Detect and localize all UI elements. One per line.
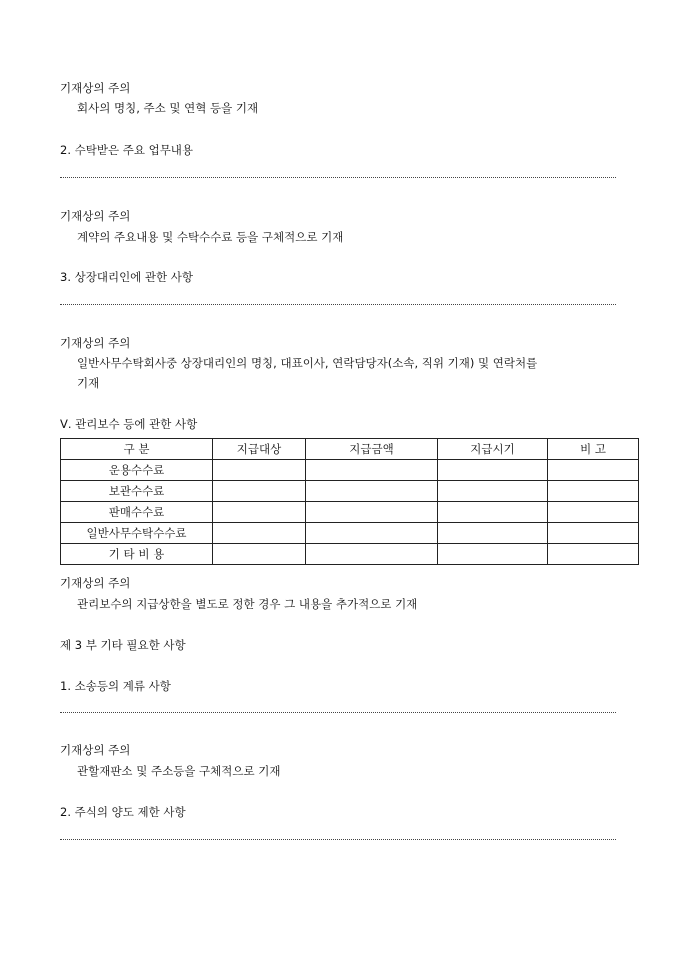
table-cell bbox=[548, 523, 639, 544]
item-heading: 2. 수탁받은 주요 업무내용 bbox=[60, 143, 194, 157]
item-heading: 3. 상장대리인에 관한 사항 bbox=[60, 270, 194, 284]
caution-title: 기재상의 주의 bbox=[60, 209, 131, 223]
row-label: 보관수수료 bbox=[61, 481, 213, 502]
table-cell bbox=[548, 481, 639, 502]
part-heading: 제 3 부 기타 필요한 사항 bbox=[60, 638, 186, 652]
row-label: 운용수수료 bbox=[61, 460, 213, 481]
table-cell bbox=[213, 481, 306, 502]
table-cell bbox=[438, 544, 548, 565]
item-heading: 1. 소송등의 계류 사항 bbox=[60, 679, 171, 693]
caution-body: 일반사무수탁회사중 상장대리인의 명칭, 대표이사, 연락담당자(소속, 직위 기재) 및 연락처를 bbox=[77, 356, 538, 370]
table-row bbox=[61, 502, 639, 523]
table-cell bbox=[213, 502, 306, 523]
dotted-fill-line bbox=[60, 304, 616, 305]
header-cell: 구 분 bbox=[61, 439, 213, 460]
table-cell bbox=[306, 502, 438, 523]
header-cell: 지급금액 bbox=[306, 439, 438, 460]
table-cell bbox=[306, 481, 438, 502]
table-cell bbox=[548, 502, 639, 523]
fee-table bbox=[60, 438, 639, 565]
table-cell bbox=[306, 544, 438, 565]
table-row bbox=[61, 544, 639, 565]
caution-title: 기재상의 주의 bbox=[60, 81, 131, 95]
dotted-fill-line bbox=[60, 712, 616, 713]
header-cell: 비 고 bbox=[548, 439, 639, 460]
dotted-fill-line bbox=[60, 839, 616, 840]
table-header-row bbox=[61, 439, 639, 460]
row-label: 판매수수료 bbox=[61, 502, 213, 523]
table-cell bbox=[213, 523, 306, 544]
table-cell bbox=[438, 502, 548, 523]
table-row bbox=[61, 523, 639, 544]
table-cell bbox=[306, 460, 438, 481]
caution-title: 기재상의 주의 bbox=[60, 336, 131, 350]
table-cell bbox=[548, 460, 639, 481]
table-row bbox=[61, 460, 639, 481]
caution-body: 계약의 주요내용 및 수탁수수료 등을 구체적으로 기재 bbox=[77, 230, 344, 244]
table-cell bbox=[438, 481, 548, 502]
table-cell bbox=[213, 460, 306, 481]
table-cell bbox=[438, 460, 548, 481]
table-cell bbox=[213, 544, 306, 565]
section-heading: Ⅴ. 관리보수 등에 관한 사항 bbox=[60, 417, 198, 431]
table-row bbox=[61, 481, 639, 502]
row-label: 기 타 비 용 bbox=[61, 544, 213, 565]
caution-body: 회사의 명칭, 주소 및 연혁 등을 기재 bbox=[77, 101, 259, 115]
dotted-fill-line bbox=[60, 177, 616, 178]
caution-body: 관할재판소 및 주소등을 구체적으로 기재 bbox=[77, 764, 281, 778]
header-cell: 지급대상 bbox=[213, 439, 306, 460]
table-cell bbox=[306, 523, 438, 544]
item-heading: 2. 주식의 양도 제한 사항 bbox=[60, 805, 186, 819]
row-label: 일반사무수탁수수료 bbox=[61, 523, 213, 544]
caution-title: 기재상의 주의 bbox=[60, 576, 131, 590]
table-cell bbox=[438, 523, 548, 544]
table-cell bbox=[548, 544, 639, 565]
caution-title: 기재상의 주의 bbox=[60, 743, 131, 757]
header-cell: 지급시기 bbox=[438, 439, 548, 460]
caution-body: 관리보수의 지급상한을 별도로 정한 경우 그 내용을 추가적으로 기재 bbox=[77, 597, 418, 611]
caution-body-continued: 기재 bbox=[77, 376, 100, 390]
